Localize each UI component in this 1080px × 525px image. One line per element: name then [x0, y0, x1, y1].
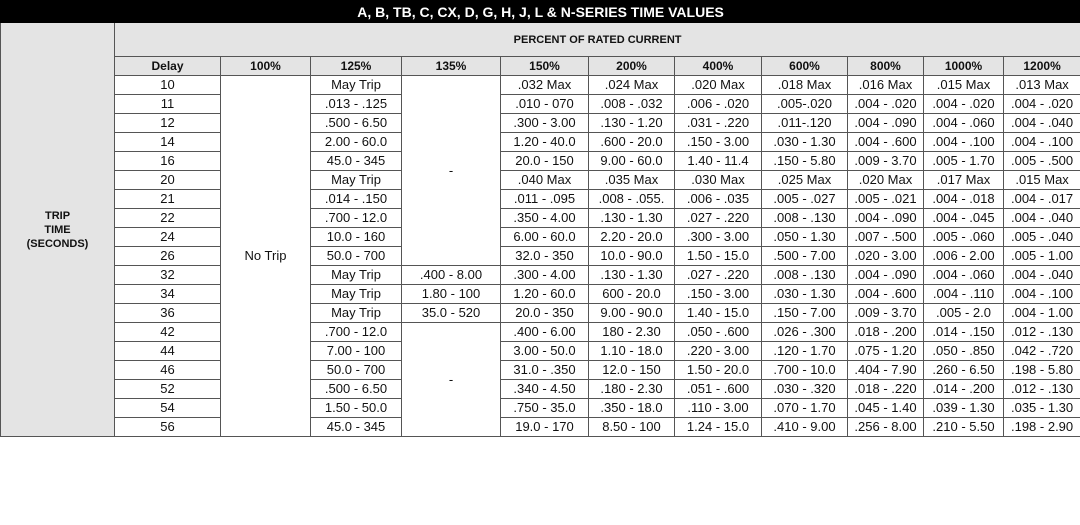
cell-800: .045 - 1.40 [848, 399, 924, 418]
cell-125: May Trip [311, 76, 402, 95]
cell-800: .018 - .220 [848, 380, 924, 399]
cell-125: May Trip [311, 266, 402, 285]
cell-600: .030 - .320 [762, 380, 848, 399]
cell-1000: .017 Max [924, 171, 1004, 190]
cell-200: 8.50 - 100 [589, 418, 675, 437]
cell-1200: .004 - .040 [1004, 266, 1080, 285]
cell-150: 3.00 - 50.0 [501, 342, 589, 361]
cell-1000: .050 - .850 [924, 342, 1004, 361]
cell-200: 12.0 - 150 [589, 361, 675, 380]
table-row [1, 152, 1080, 171]
delay-cell: 21 [115, 190, 221, 209]
cell-400: .050 - .600 [675, 323, 762, 342]
table-row [1, 418, 1080, 437]
cell-600: .070 - 1.70 [762, 399, 848, 418]
cell-150: .032 Max [501, 76, 589, 95]
table-title: A, B, TB, C, CX, D, G, H, J, L & N-SERIES TIME VALUES [1, 1, 1080, 23]
col-header-800: 800% [848, 57, 924, 76]
cell-800: .005 - .021 [848, 190, 924, 209]
cell-800: .004 - .600 [848, 285, 924, 304]
cell-200: 9.00 - 90.0 [589, 304, 675, 323]
cell-1000: .004 - .018 [924, 190, 1004, 209]
cell-200: .130 - 1.30 [589, 209, 675, 228]
table-row [1, 171, 1080, 190]
cell-125: .700 - 12.0 [311, 209, 402, 228]
cell-150: .300 - 3.00 [501, 114, 589, 133]
cell-150: 6.00 - 60.0 [501, 228, 589, 247]
cell-200: .024 Max [589, 76, 675, 95]
delay-cell: 11 [115, 95, 221, 114]
delay-cell: 52 [115, 380, 221, 399]
cell-200: .130 - 1.30 [589, 266, 675, 285]
delay-cell: 20 [115, 171, 221, 190]
cell-800: .009 - 3.70 [848, 152, 924, 171]
delay-cell: 36 [115, 304, 221, 323]
table-row [1, 76, 1080, 95]
title-row [1, 1, 1080, 23]
cell-600: .025 Max [762, 171, 848, 190]
delay-cell: 16 [115, 152, 221, 171]
cell-600: .008 - .130 [762, 266, 848, 285]
cell-200: 2.20 - 20.0 [589, 228, 675, 247]
cell-400: 1.24 - 15.0 [675, 418, 762, 437]
cell-1200: .004 - .100 [1004, 133, 1080, 152]
cell-1000: .039 - 1.30 [924, 399, 1004, 418]
cell-800: .007 - .500 [848, 228, 924, 247]
cell-1200: .004 - .020 [1004, 95, 1080, 114]
delay-cell: 32 [115, 266, 221, 285]
cell-150: .750 - 35.0 [501, 399, 589, 418]
cell-800: .004 - .090 [848, 266, 924, 285]
cell-400: .150 - 3.00 [675, 285, 762, 304]
cell-125: May Trip [311, 304, 402, 323]
delay-cell: 44 [115, 342, 221, 361]
cell-150: .400 - 6.00 [501, 323, 589, 342]
cell-135: .400 - 8.00 [402, 266, 501, 285]
cell-125: 45.0 - 345 [311, 418, 402, 437]
cell-150: 1.20 - 40.0 [501, 133, 589, 152]
table-row [1, 361, 1080, 380]
cell-600: .150 - 5.80 [762, 152, 848, 171]
col-header-100: 100% [221, 57, 311, 76]
cell-1200: .004 - .040 [1004, 209, 1080, 228]
cell-1000: .005 - 2.0 [924, 304, 1004, 323]
col-header-135: 135% [402, 57, 501, 76]
cell-600: .500 - 7.00 [762, 247, 848, 266]
table-row [1, 285, 1080, 304]
trip-time-label-line-2: TIME [44, 223, 71, 236]
percent-rated-current-header: PERCENT OF RATED CURRENT [115, 23, 1080, 57]
table-row [1, 380, 1080, 399]
cell-1200: .004 - .040 [1004, 114, 1080, 133]
cell-400: 1.50 - 15.0 [675, 247, 762, 266]
col-header-600: 600% [762, 57, 848, 76]
cell-400: .220 - 3.00 [675, 342, 762, 361]
cell-600: .005 - .027 [762, 190, 848, 209]
cell-1000: .015 Max [924, 76, 1004, 95]
cell-1000: .005 - .060 [924, 228, 1004, 247]
cell-600: .050 - 1.30 [762, 228, 848, 247]
cell-200: .130 - 1.20 [589, 114, 675, 133]
cell-1200: .198 - 2.90 [1004, 418, 1080, 437]
table-row [1, 95, 1080, 114]
col-header-delay: Delay [115, 57, 221, 76]
cell-1000: .004 - .045 [924, 209, 1004, 228]
table-row [1, 114, 1080, 133]
cell-1200: .012 - .130 [1004, 380, 1080, 399]
cell-150: .350 - 4.00 [501, 209, 589, 228]
col-header-200: 200% [589, 57, 675, 76]
cell-1000: .005 - 1.70 [924, 152, 1004, 171]
cell-600: .410 - 9.00 [762, 418, 848, 437]
cell-1200: .005 - .040 [1004, 228, 1080, 247]
delay-cell: 54 [115, 399, 221, 418]
cell-1200: .012 - .130 [1004, 323, 1080, 342]
cell-125: 45.0 - 345 [311, 152, 402, 171]
no-trip-cell: No Trip [221, 76, 311, 437]
cell-1000: .260 - 6.50 [924, 361, 1004, 380]
cell-400: .020 Max [675, 76, 762, 95]
col-header-150: 150% [501, 57, 589, 76]
cell-600: .026 - .300 [762, 323, 848, 342]
cell-600: .700 - 10.0 [762, 361, 848, 380]
cell-125: 50.0 - 700 [311, 247, 402, 266]
cell-600: .030 - 1.30 [762, 133, 848, 152]
col-header-400: 400% [675, 57, 762, 76]
delay-cell: 42 [115, 323, 221, 342]
cell-150: 20.0 - 150 [501, 152, 589, 171]
cell-400: .006 - .035 [675, 190, 762, 209]
cell-1200: .004 - .100 [1004, 285, 1080, 304]
cell-200: 1.10 - 18.0 [589, 342, 675, 361]
cell-800: .020 - 3.00 [848, 247, 924, 266]
cell-1000: .006 - 2.00 [924, 247, 1004, 266]
cell-150: 31.0 - .350 [501, 361, 589, 380]
cell-400: .150 - 3.00 [675, 133, 762, 152]
cell-135: 1.80 - 100 [402, 285, 501, 304]
cell-1200: .004 - 1.00 [1004, 304, 1080, 323]
cell-125: .013 - .125 [311, 95, 402, 114]
cell-800: .004 - .020 [848, 95, 924, 114]
cell-150: 20.0 - 350 [501, 304, 589, 323]
delay-cell: 24 [115, 228, 221, 247]
table-row [1, 399, 1080, 418]
col-header-1200: 1200% [1004, 57, 1080, 76]
cell-125: 1.50 - 50.0 [311, 399, 402, 418]
trip-time-label [1, 23, 115, 437]
cell-1000: .004 - .060 [924, 114, 1004, 133]
cell-125: May Trip [311, 285, 402, 304]
delay-cell: 46 [115, 361, 221, 380]
cell-1000: .004 - .060 [924, 266, 1004, 285]
trip-time-label-line-1: TRIP [44, 209, 71, 222]
cell-1200: .005 - .500 [1004, 152, 1080, 171]
cell-600: .030 - 1.30 [762, 285, 848, 304]
delay-cell: 14 [115, 133, 221, 152]
table-row [1, 133, 1080, 152]
table-row [1, 266, 1080, 285]
cell-200: .008 - .032 [589, 95, 675, 114]
cell-400: .027 - .220 [675, 266, 762, 285]
cell-150: 19.0 - 170 [501, 418, 589, 437]
table-row [1, 342, 1080, 361]
cell-800: .016 Max [848, 76, 924, 95]
cell-125: .700 - 12.0 [311, 323, 402, 342]
table-row [1, 247, 1080, 266]
cell-800: .004 - .090 [848, 209, 924, 228]
cell-400: 1.40 - 11.4 [675, 152, 762, 171]
cell-200: .600 - 20.0 [589, 133, 675, 152]
delay-cell: 22 [115, 209, 221, 228]
cell-600: .120 - 1.70 [762, 342, 848, 361]
table-row [1, 304, 1080, 323]
cell-135: 35.0 - 520 [402, 304, 501, 323]
table-row [1, 190, 1080, 209]
cell-125: 50.0 - 700 [311, 361, 402, 380]
column-header-row [1, 57, 1080, 76]
cell-200: 10.0 - 90.0 [589, 247, 675, 266]
cell-400: .006 - .020 [675, 95, 762, 114]
cell-1200: .005 - 1.00 [1004, 247, 1080, 266]
cell-1000: .004 - .100 [924, 133, 1004, 152]
cell-600: .018 Max [762, 76, 848, 95]
cell-1200: .015 Max [1004, 171, 1080, 190]
cell-800: .075 - 1.20 [848, 342, 924, 361]
cell-150: 1.20 - 60.0 [501, 285, 589, 304]
subtitle-row [1, 23, 1080, 57]
cell-1000: .004 - .110 [924, 285, 1004, 304]
cell-200: .350 - 18.0 [589, 399, 675, 418]
cell-200: .035 Max [589, 171, 675, 190]
cell-800: .404 - 7.90 [848, 361, 924, 380]
cell-125: May Trip [311, 171, 402, 190]
table-row [1, 209, 1080, 228]
trip-time-label-line-3: (SECONDS) [26, 237, 89, 250]
cell-400: 1.40 - 15.0 [675, 304, 762, 323]
col-header-1000: 1000% [924, 57, 1004, 76]
dash-cell: - [402, 76, 501, 266]
cell-600: .150 - 7.00 [762, 304, 848, 323]
cell-1000: .014 - .200 [924, 380, 1004, 399]
cell-150: 32.0 - 350 [501, 247, 589, 266]
delay-cell: 34 [115, 285, 221, 304]
col-header-125: 125% [311, 57, 402, 76]
cell-600: .011-.120 [762, 114, 848, 133]
cell-800: .004 - .600 [848, 133, 924, 152]
cell-800: .256 - 8.00 [848, 418, 924, 437]
cell-1200: .013 Max [1004, 76, 1080, 95]
cell-200: 9.00 - 60.0 [589, 152, 675, 171]
cell-400: .031 - .220 [675, 114, 762, 133]
cell-600: .005-.020 [762, 95, 848, 114]
cell-800: .009 - 3.70 [848, 304, 924, 323]
table-row [1, 228, 1080, 247]
cell-150: .300 - 4.00 [501, 266, 589, 285]
cell-125: .500 - 6.50 [311, 380, 402, 399]
cell-1000: .210 - 5.50 [924, 418, 1004, 437]
cell-200: 600 - 20.0 [589, 285, 675, 304]
cell-125: .014 - .150 [311, 190, 402, 209]
delay-cell: 12 [115, 114, 221, 133]
cell-150: .340 - 4.50 [501, 380, 589, 399]
cell-400: .110 - 3.00 [675, 399, 762, 418]
cell-1000: .004 - .020 [924, 95, 1004, 114]
cell-600: .008 - .130 [762, 209, 848, 228]
delay-cell: 56 [115, 418, 221, 437]
cell-800: .004 - .090 [848, 114, 924, 133]
cell-125: 2.00 - 60.0 [311, 133, 402, 152]
cell-400: .051 - .600 [675, 380, 762, 399]
cell-200: 180 - 2.30 [589, 323, 675, 342]
cell-1200: .035 - 1.30 [1004, 399, 1080, 418]
cell-1200: .198 - 5.80 [1004, 361, 1080, 380]
cell-200: .008 - .055. [589, 190, 675, 209]
cell-800: .018 - .200 [848, 323, 924, 342]
cell-400: .300 - 3.00 [675, 228, 762, 247]
cell-200: .180 - 2.30 [589, 380, 675, 399]
cell-150: .040 Max [501, 171, 589, 190]
dash-cell: - [402, 323, 501, 437]
cell-1000: .014 - .150 [924, 323, 1004, 342]
cell-800: .020 Max [848, 171, 924, 190]
cell-150: .011 - .095 [501, 190, 589, 209]
cell-1200: .042 - .720 [1004, 342, 1080, 361]
cell-150: .010 - 070 [501, 95, 589, 114]
cell-400: .030 Max [675, 171, 762, 190]
cell-400: 1.50 - 20.0 [675, 361, 762, 380]
delay-cell: 26 [115, 247, 221, 266]
table-row [1, 323, 1080, 342]
cell-1200: .004 - .017 [1004, 190, 1080, 209]
cell-125: 10.0 - 160 [311, 228, 402, 247]
cell-400: .027 - .220 [675, 209, 762, 228]
cell-125: 7.00 - 100 [311, 342, 402, 361]
cell-125: .500 - 6.50 [311, 114, 402, 133]
delay-cell: 10 [115, 76, 221, 95]
